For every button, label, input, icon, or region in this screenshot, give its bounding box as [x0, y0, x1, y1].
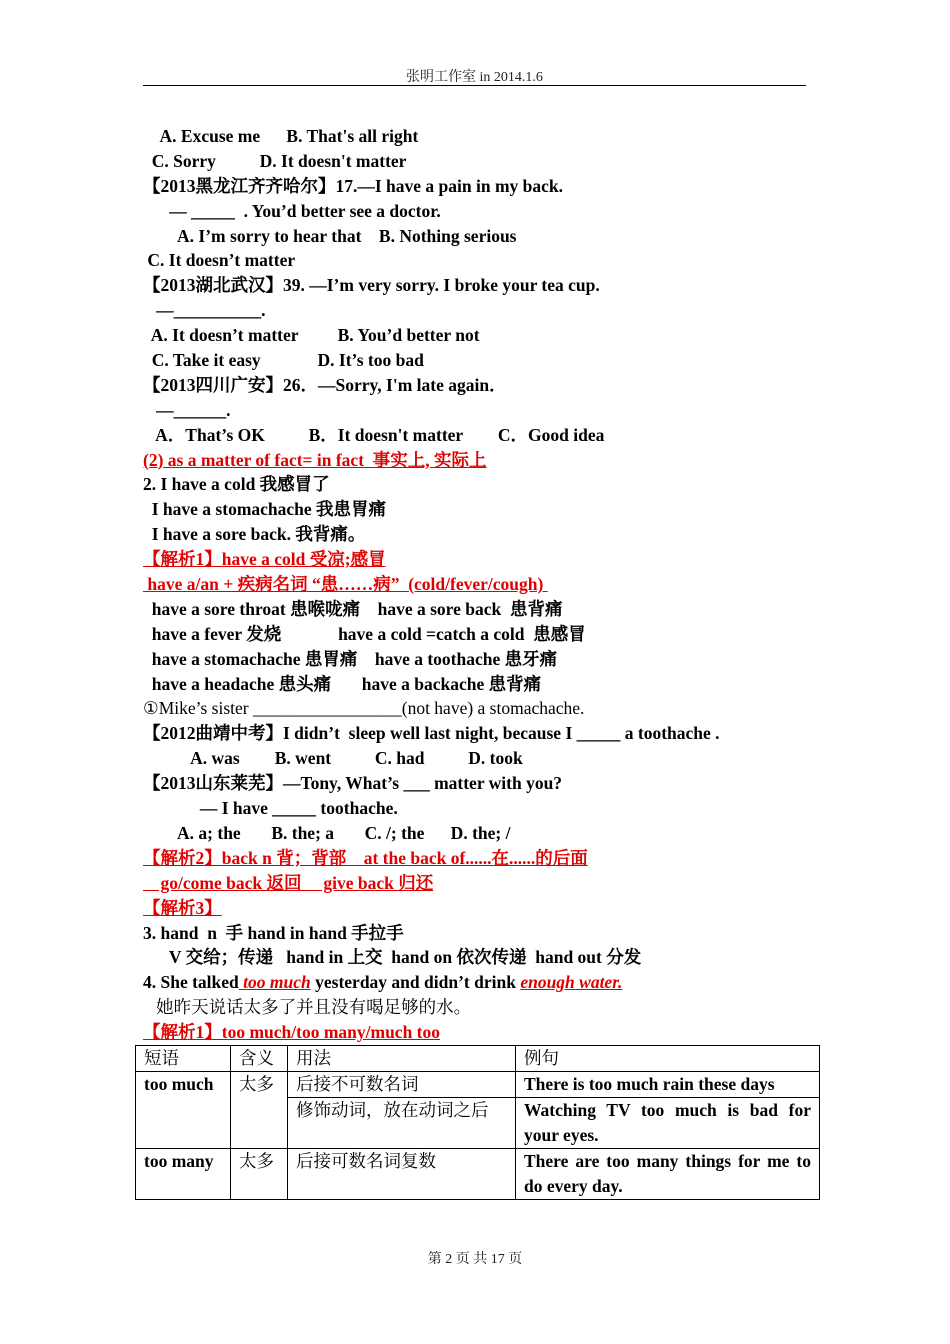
page-footer: 第 2 页 共 17 页	[427, 1252, 523, 1267]
text-line: have a sore throat 患喉咙痛 have a sore back 患背痛	[143, 598, 563, 619]
text-line: A. Excuse me B. That's all right	[143, 126, 419, 146]
text-line: 【解析2】back n 背；背部 at the back of......在......的后面	[143, 847, 588, 868]
phrase-cell: too much	[136, 1072, 231, 1149]
text-line: have a stomachache 患胃痛 have a toothache 患牙痛	[143, 648, 558, 669]
text-line: A. I’m sorry to hear that B. Nothing serious	[143, 225, 517, 246]
highlight-enough-water: enough water.	[520, 972, 623, 993]
text-line: V 交给；传递 hand in 上交 hand on 依次传递 hand out 分发	[143, 947, 642, 968]
header-divider	[143, 85, 806, 86]
text-line: A. was B. went C. had D. took	[143, 748, 523, 769]
text-line: —__________.	[143, 300, 266, 321]
sentence-4-middle: yesterday and didn’t drink	[310, 972, 521, 993]
text-line: 【2013四川广安】26．—Sorry, I'm late again．	[143, 374, 507, 395]
text-line: go/come back 返回 give back 归还	[143, 872, 434, 893]
text-line: C. It doesn’t matter	[143, 250, 296, 271]
table-header-row	[136, 1046, 820, 1072]
text-line: A．That’s OK B．It doesn't matter C．Good idea	[143, 424, 605, 445]
header-meaning: 含义	[231, 1046, 288, 1072]
text-line: — I have _____ toothache.	[143, 798, 398, 819]
sentence-4	[143, 970, 823, 995]
text-line: I have a sore back. 我背痛。	[143, 524, 366, 545]
usage-2: 修饰动词，放在动词之后	[288, 1097, 515, 1123]
sentence-4-prefix: 4. She talked	[143, 972, 239, 993]
usage-cell	[288, 1072, 516, 1149]
text-line: — _____ . You’d better see a doctor.	[143, 200, 441, 221]
example-1: There is too much rain these days	[524, 1074, 775, 1094]
meaning-cell: 太多	[231, 1072, 288, 1149]
table-row	[136, 1149, 820, 1200]
example-2: Watching TV too much is bad for your eyes.	[516, 1097, 819, 1148]
table-row	[136, 1072, 820, 1149]
usage-1: 后接不可数名词	[296, 1074, 419, 1094]
document-body	[143, 124, 823, 1045]
text-line: 【2013湖北武汉】39. —I’m very sorry. I broke your tea cup.	[143, 275, 600, 296]
example-cell: There are too many things for me to do every day.	[516, 1149, 820, 1200]
text-line: have a fever 发烧 have a cold =catch a cold 患感冒	[143, 623, 586, 644]
grammar-table	[135, 1045, 820, 1200]
text-line: 【2013黑龙江齐齐哈尔】17.—I have a pain in my back.	[143, 175, 564, 196]
text-line: C. Sorry D. It doesn't matter	[143, 150, 407, 171]
meaning-cell: 太多	[231, 1149, 288, 1200]
text-line: have a headache 患头痛 have a backache 患背痛	[143, 673, 542, 694]
text-line: 3. hand n 手 hand in hand 手拉手	[143, 922, 404, 943]
example-cell	[516, 1072, 820, 1149]
text-line: have a/an + 疾病名词 “患……病” (cold/fever/cough)	[143, 574, 548, 595]
text-line: 【2013山东莱芜】—Tony, What’s ___ matter with you?	[143, 773, 563, 794]
text-line: A. It doesn’t matter B. You’d better not	[143, 325, 480, 346]
text-line: 【解析1】have a cold 受凉;感冒	[143, 549, 386, 570]
phrase-cell: too many	[136, 1149, 231, 1200]
text-line: 【2012曲靖中考】I didn’t sleep well last night, because I _____ a toothache .	[143, 723, 720, 744]
page-header: 张明工作室 in 2014.1.6	[406, 70, 543, 85]
analysis-heading: 【解析1】too much/too many/much too	[143, 1022, 441, 1043]
text-line: C. Take it easy D. It’s too bad	[143, 350, 424, 371]
sentence-4-translation: 她昨天说话太多了并且没有喝足够的水。	[143, 997, 472, 1018]
text-line: 【解析3】	[143, 897, 222, 918]
usage-cell: 后接可数名词复数	[288, 1149, 516, 1200]
header-phrase: 短语	[136, 1046, 231, 1072]
text-line: 2. I have a cold 我感冒了	[143, 474, 330, 495]
text-line: I have a stomachache 我患胃痛	[143, 499, 387, 520]
highlight-too-much: too much	[238, 972, 311, 993]
text-line: A. a; the B. the; a C. /; the D. the; /	[143, 822, 511, 843]
text-line: ①Mike’s sister _________________(not have) a stomachache.	[143, 698, 585, 719]
text-lines	[143, 124, 823, 970]
header-example: 例句	[516, 1046, 820, 1072]
text-line: —______.	[143, 399, 231, 420]
text-line: (2) as a matter of fact= in fact 事实上, 实际上	[143, 449, 487, 470]
header-usage: 用法	[288, 1046, 516, 1072]
